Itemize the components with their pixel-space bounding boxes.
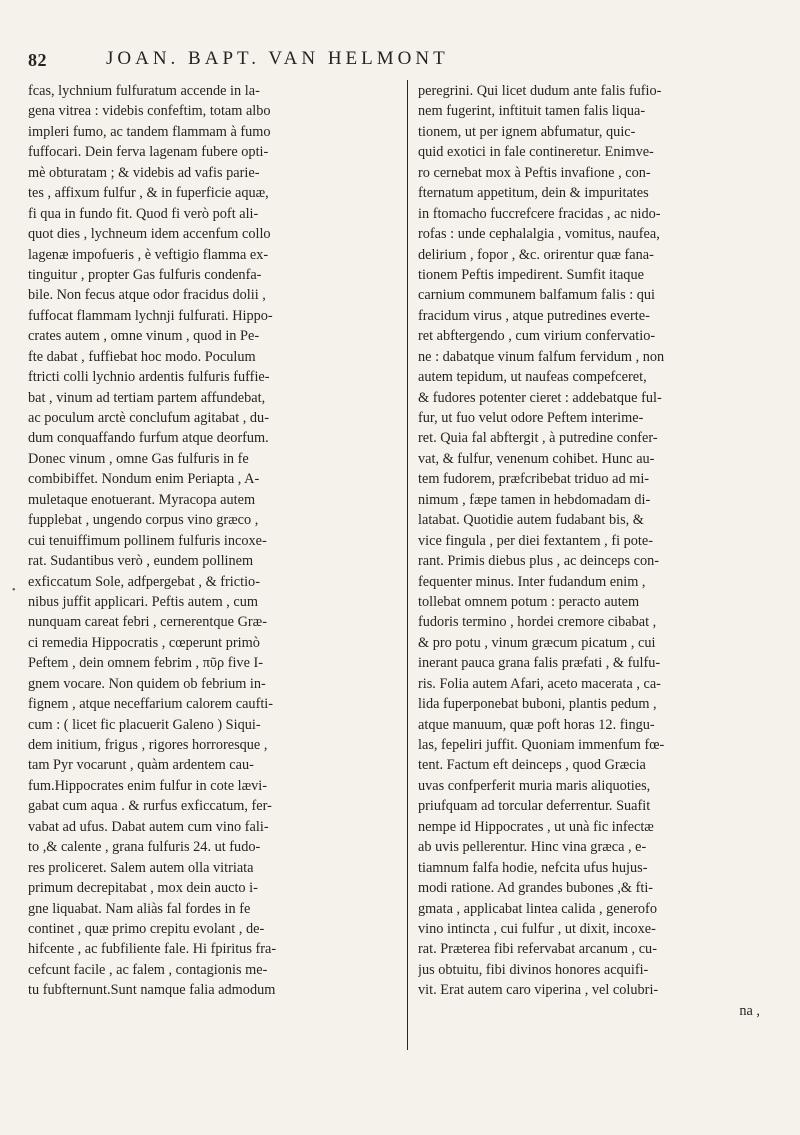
text-line: ret abftergendo , cum virium confervatio- (418, 328, 656, 345)
column-divider (407, 80, 408, 1050)
text-line: latabat. Quotidie autem fudabant bis, & (418, 512, 644, 529)
text-line: fi qua in fundo fit. Quod fi verò poft ali- (28, 205, 259, 222)
text-line: peregrini. Qui licet dudum ante falis fufio- (418, 83, 662, 99)
text-line: vino intincta , cui fulfur , ut dixit, incoxe- (418, 920, 656, 937)
text-line: res proliceret. Salem autem olla vitriata (28, 859, 254, 876)
text-line: rat. Præterea fibi refervabat arcanum , cu- (418, 941, 657, 958)
running-head: JOAN. BAPT. VAN HELMONT (106, 48, 449, 69)
text-line: ro cernebat mox à Peftis invafione , con- (418, 164, 651, 181)
text-line: nibus juffit applicari. Peftis autem , cum (28, 593, 259, 610)
text-line: combibiffet. Nondum enim Periapta , A- (28, 471, 260, 488)
text-line: priufquam ad torcular deferrentur. Suafit (418, 798, 651, 815)
page-header (28, 48, 738, 78)
text-line: lagenæ impofueris , è veftigio flamma ex- (28, 246, 269, 263)
text-line: quid exotici in fale contineretur. Enimve- (418, 144, 654, 161)
text-line: tes , affixum fulfur , & in fuperficie aquæ, (28, 185, 269, 202)
text-line: fudoris termino , hordei cremore cibabat , (418, 614, 657, 631)
text-line: autem tepidum, ut naufeas compefceret, (418, 369, 647, 386)
text-line: Donec vinum , omne Gas fulfuris in fe (28, 450, 249, 467)
text-line: rofas : unde cephalalgia , vomitus, naufea, (418, 226, 660, 243)
text-line: fuffocat flammam lychnji fulfurati. Hippo- (28, 307, 273, 324)
text-line: gmata , applicabat lintea calida , generofo (418, 900, 657, 917)
text-line: fur, ut fuo velut odore Peftem interime- (418, 410, 644, 426)
text-line: quot dies , lychneum idem accenfum collo (28, 226, 271, 243)
text-line: cum : ( licet fic placuerit Galeno ) Siqui- (28, 716, 261, 733)
text-line: tiamnum falfa hodie, nefcita ufus hujus- (418, 859, 648, 876)
text-line: cefcunt facile , ac falem , contagionis me- (28, 961, 268, 978)
text-line: delirium , fopor , &c. orirentur quæ fana- (418, 246, 654, 263)
text-line: impleri fumo, ac tandem flammam à fumo (28, 123, 271, 140)
text-line: ci remedia Hippocratis , cœperunt primò (28, 634, 260, 651)
catchword: na , (739, 1002, 760, 1019)
text-line: mè obturatam ; & videbis ad vafis parie- (28, 164, 260, 181)
text-line: fternatum appetitum, dein & impuritates (418, 185, 649, 202)
text-line: ris. Folia autem Afari, aceto macerata , ca- (418, 675, 661, 692)
text-line: & fudores potenter cieret : addebatque ful- (418, 389, 662, 406)
text-line: ret. Quia fal abftergit , à putredine confer- (418, 430, 658, 447)
text-line: vabat ad ufus. Dabat autem cum vino fali- (28, 818, 269, 835)
text-line: tam Pyr vocarunt , quàm ardentem cau- (28, 757, 254, 774)
text-line: gne liquabat. Nam aliàs fal fordes in fe (28, 900, 251, 917)
page-number: 82 (28, 50, 47, 70)
text-line: vat, & fulfur, venenum cohibet. Hunc au- (418, 450, 655, 467)
left-text-column (28, 81, 376, 1001)
text-line: ab uvis pellerentur. Hinc vina græca , e- (418, 839, 647, 856)
text-line: in ftomacho fuccrefcere fracidas , ac nido- (418, 205, 661, 222)
text-line: jus obtuitu, fibi divinos honores acquifi- (418, 961, 649, 978)
text-line: fupplebat , ungendo corpus vino græco , (28, 512, 259, 529)
text-line: exficcatum Sole, adfpergebat , & frictio- (28, 573, 260, 590)
text-line: uvas confperferit muria maris aliquoties, (418, 777, 651, 794)
right-text-column (418, 81, 768, 1021)
text-line: gabat cum aqua . & rurfus exficcatum, fer- (28, 798, 272, 815)
text-line: ne : dabatque vinum falfum fervidum , non (418, 348, 665, 365)
text-line: fuffocari. Dein ferva lagenam fubere opti- (28, 144, 269, 161)
text-line: vice fingula , per diei fextantem , fi pote- (418, 532, 654, 549)
text-line: nunquam careat febri , cernerentque Græ- (28, 614, 267, 631)
text-line: tollebat omnem potum : peracto autem (418, 593, 640, 610)
text-line: dem initium, frigus , rigores horroresque , (28, 737, 268, 753)
text-line: primum decrepitabat , mox dein aucto i- (28, 880, 258, 897)
text-line: tent. Factum eft deinceps , quod Græcia (418, 757, 646, 774)
text-line: carnium communem balfamum falis : qui (418, 287, 656, 304)
text-line: vit. Erat autem caro viperina , vel colubri- (418, 982, 659, 999)
text-line: tionem, ut per ignem abfumatur, quic- (418, 123, 636, 140)
text-line: fcas, lychnium fulfuratum accende in la- (28, 83, 260, 99)
text-line: nimum , fæpe tamen in hebdomadam di- (418, 491, 651, 508)
text-line: Peftem , dein omnem febrim , πῦρ five I- (28, 655, 264, 672)
text-line: nempe id Hippocrates , ut unà fic infectæ (418, 818, 654, 835)
text-line: bile. Non fecus atque odor fracidus dolii , (28, 287, 266, 304)
text-line: lida fuperponebat buboni, plantis pedum , (418, 696, 657, 713)
text-line: las, fepeliri juffit. Quoniam immenfum fœ- (418, 737, 665, 753)
text-line: fum.Hippocrates enim fulfur in cote lævi- (28, 777, 268, 794)
text-line: rant. Primis diebus plus , ac deinceps con- (418, 553, 660, 570)
text-line: bat , vinum ad tertiam partem affundebat, (28, 389, 266, 406)
text-line: inerant pauca grana falis præfati , & fulfu- (418, 655, 661, 672)
text-line: modi ratione. Ad grandes bubones ,& fti- (418, 880, 654, 897)
text-line: tionem Peftis impedirent. Sumfit itaque (418, 266, 644, 283)
text-line: hifcente , ac fubfiliente fale. Hi fpiritus fra- (28, 941, 277, 958)
text-line: & pro potu , vinum græcum picatum , cui (418, 634, 656, 651)
text-line: ftricti colli lychnio ardentis fulfuris fuffie- (28, 369, 270, 386)
text-line: crates autem , omne vinum , quod in Pe- (28, 328, 260, 345)
text-line: dum conquaffando furfum atque deorfum. (28, 430, 269, 447)
text-line: muletaque enotuerant. Myracopa autem (28, 491, 256, 508)
text-line: fracidum virus , atque putredines everte- (418, 307, 650, 324)
text-line: tu fubfternunt.Sunt namque falia admodum (28, 982, 276, 999)
text-line: rat. Sudantibus verò , eundem pollinem (28, 553, 254, 570)
text-line: cui tenuiffimum pollinem fulfuris incoxe- (28, 532, 267, 549)
text-line: tinguitur , propter Gas fulfuris condenfa- (28, 266, 262, 283)
text-line: continet , quæ primo crepitu evolant , de- (28, 920, 265, 937)
text-line: fignem , atque neceffarium calorem caufti- (28, 696, 274, 713)
text-line: atque manuum, quæ poft horas 12. fingu- (418, 716, 655, 733)
text-line: nem fugerint, inftituit tamen falis liqua- (418, 103, 646, 120)
text-line: gnem vocare. Non quidem ob febrium in- (28, 675, 266, 692)
text-line: tem fudorem, præfcribebat triduo ad mi- (418, 471, 650, 488)
margin-mark: • (12, 585, 16, 596)
text-line: to ,& calente , grana fulfuris 24. ut fudo- (28, 839, 261, 856)
text-line: ac poculum arctè conclufum agitabat , du- (28, 410, 269, 426)
text-line: fequenter minus. Inter fudandum enim , (418, 573, 646, 590)
text-line: gena vitrea : videbis confeftim, totam albo (28, 103, 271, 120)
text-line: fte dabat , fuffiebat hoc modo. Poculum (28, 348, 256, 365)
